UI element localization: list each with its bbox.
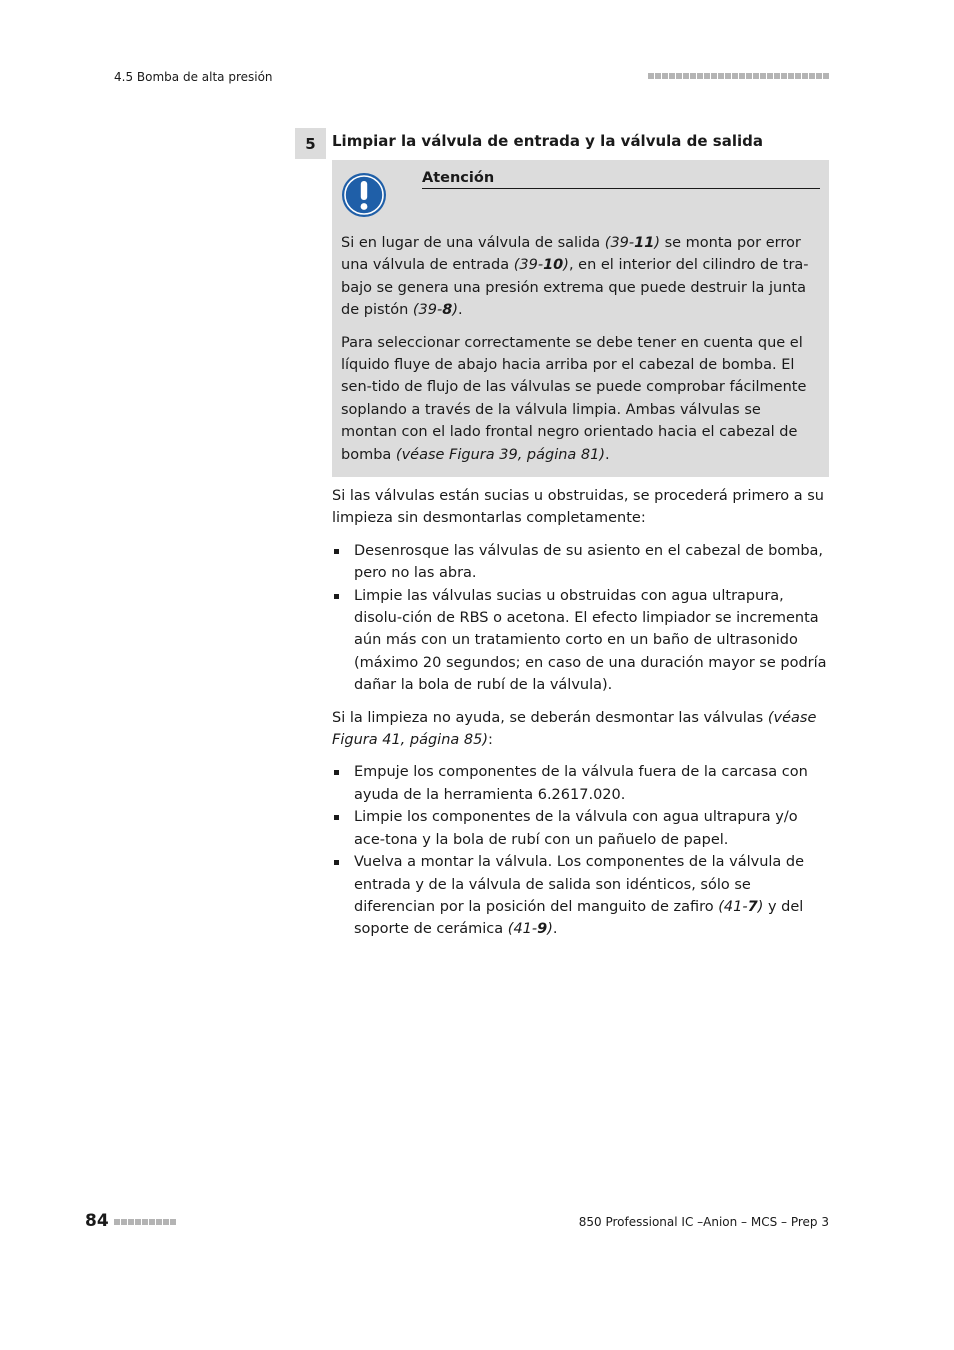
bullet-list	[332, 540, 829, 697]
warning-paragraph: Si en lugar de una válvula de salida (39-11) se monta por error una válvula de entrada (39-10), en el interior del cilindro de tra-bajo se genera una presión extrema que puede destruir la junta de pistón (39-8).	[341, 235, 809, 319]
paragraph: Si las válvulas están sucias u obstruidas, se procederá primero a su limpieza sin desmontarlas completamente:	[332, 488, 824, 527]
paragraph: Si la limpieza no ayuda, se deberán desmontar las válvulas (véase Figura 41, página 85):	[332, 709, 817, 749]
product-name: 850 Professional IC –Anion – MCS – Prep 3	[578, 1215, 829, 1229]
list-item: Limpie los componentes de la válvula con agua ultrapura y/o ace-tona y la bola de rubí con un pañuelo de papel.	[332, 806, 829, 851]
warning-body	[341, 232, 821, 476]
step-number: 5	[295, 128, 326, 159]
list-item: Desenrosque las válvulas de su asiento en el cabezal de bomba, pero no las abra.	[332, 540, 829, 585]
warning-box	[332, 160, 829, 477]
main-content	[332, 485, 829, 951]
warning-paragraph: Para seleccionar correctamente se debe tener en cuenta que el líquido fluye de abajo hacia arriba por el cabezal de bomba. El sen-tido de flujo de las válvulas se puede comprobar fácilmente soplando a través de la válvula limpia. Ambas válvulas se montan con el lado frontal negro orientado hacia el cabezal de bomba (véase Figura 39, página 81).	[341, 334, 807, 463]
list-item: Vuelva a montar la válvula. Los componentes de la válvula de entrada y de la válvula de salida son idénticos, sólo se diferencian por la posición del manguito de zafiro (41-7) y del soporte de cerámica (41-9).	[332, 851, 829, 941]
list-item: Empuje los componentes de la válvula fuera de la carcasa con ayuda de la herramienta 6.2617.020.	[332, 761, 829, 806]
page-number: 84	[85, 1211, 109, 1231]
footer-decoration	[114, 1219, 176, 1225]
list-item: Limpie las válvulas sucias u obstruidas con agua ultrapura, disolu-ción de RBS o acetona. El efecto limpiador se incrementa aún más con un tratamiento corto en un baño de ultrasonido (máximo 20 segundos; en caso de una duración mayor se podría dañar la bola de rubí de la válvula).	[332, 585, 829, 697]
header-decoration	[648, 73, 829, 79]
exclamation-icon	[341, 172, 387, 218]
warning-title: Atención	[422, 170, 820, 189]
step-title: Limpiar la válvula de entrada y la válvula de salida	[332, 132, 763, 150]
running-header: 4.5 Bomba de alta presión	[114, 70, 273, 84]
bullet-list	[332, 761, 829, 940]
figure-reference[interactable]: (véase Figura 41, página 85)	[332, 709, 817, 749]
figure-reference[interactable]: (véase Figura 39, página 81)	[395, 446, 606, 463]
